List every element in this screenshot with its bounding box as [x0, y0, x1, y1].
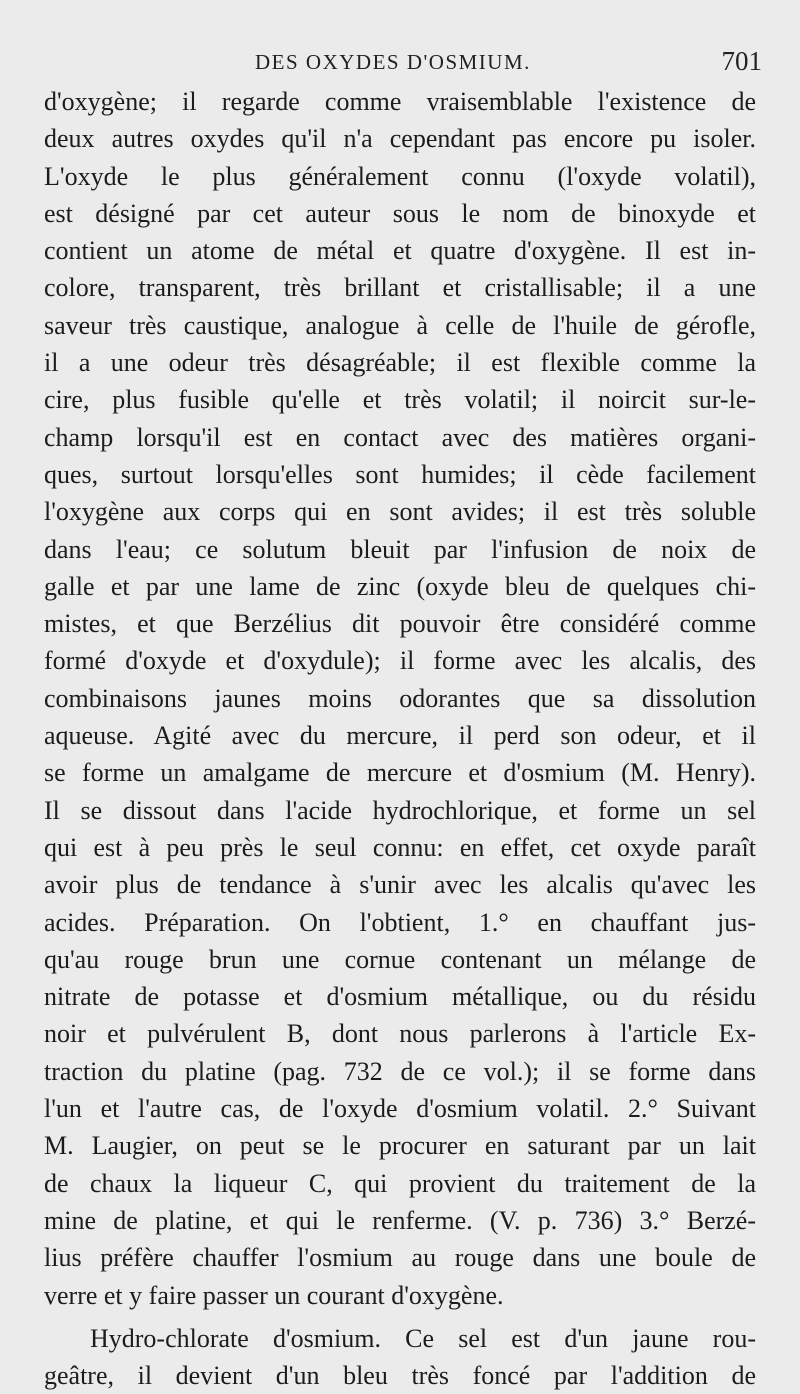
text-line: Hydro-chlorate d'osmium. Ce sel est d'un jaune rou-	[90, 1323, 756, 1353]
text-line: Il se dissout dans l'acide hydrochlorique, et forme un sel	[44, 795, 756, 825]
body-text	[44, 83, 756, 1394]
text-line: lius préfère chauffer l'osmium au rouge dans une boule de	[44, 1243, 756, 1273]
text-line: d'oxygène; il regarde comme vraisemblable l'existence de	[44, 87, 756, 116]
page-number: 701	[721, 46, 762, 76]
text-line: qui est à peu près le seul connu: en effet, cet oxyde paraît	[44, 832, 756, 862]
text-line: M. Laugier, on peut se le procurer en saturant par un lait	[44, 1131, 756, 1161]
text-line: traction du platine (pag. 732 de ce vol.); il se forme dans	[44, 1056, 756, 1086]
text-line: qu'au rouge brun une cornue contenant un mélange de	[44, 944, 756, 974]
text-line: L'oxyde le plus généralement connu (l'oxyde volatil),	[44, 161, 756, 191]
text-line: se forme un amalgame de mercure et d'osmium (M. Henry).	[44, 758, 756, 788]
text-line: l'oxygène aux corps qui en sont avides; il est très soluble	[44, 497, 756, 527]
text-line: geâtre, il devient d'un bleu très foncé par l'addition de	[44, 1361, 756, 1391]
text-line: ques, surtout lorsqu'elles sont humides; il cède facilement	[44, 459, 756, 489]
text-line: mine de platine, et qui le renferme. (V. p. 736) 3.° Berzé-	[44, 1205, 756, 1235]
text-line: verre et y faire passer un courant d'oxygène.	[44, 1280, 504, 1310]
text-line: noir et pulvérulent B, dont nous parlerons à l'article Ex-	[44, 1019, 756, 1049]
running-head-title: DES OXYDES D'OSMIUM.	[255, 50, 531, 74]
text-line: avoir plus de tendance à s'unir avec les alcalis qu'avec les	[44, 870, 756, 900]
text-line: nitrate de potasse et d'osmium métallique, ou du résidu	[44, 982, 756, 1012]
text-line: colore, transparent, très brillant et cristallisable; il a une	[44, 273, 756, 303]
running-head	[40, 46, 762, 86]
text-line: contient un atome de métal et quatre d'oxygène. Il est in-	[44, 236, 756, 266]
text-line: saveur très caustique, analogue à celle de l'huile de gérofle,	[44, 310, 756, 340]
text-line: combinaisons jaunes moins odorantes que sa dissolution	[44, 683, 756, 713]
text-line: il a une odeur très désagréable; il est flexible comme la	[44, 348, 756, 378]
text-line: formé d'oxyde et d'oxydule); il forme avec les alcalis, des	[44, 646, 756, 676]
text-line: aqueuse. Agité avec du mercure, il perd son odeur, et il	[44, 721, 756, 751]
text-line: galle et par une lame de zinc (oxyde bleu de quelques chi-	[44, 571, 756, 601]
text-line: deux autres oxydes qu'il n'a cependant pas encore pu isoler.	[44, 124, 756, 154]
text-line: acides. Préparation. On l'obtient, 1.° en chauffant jus-	[44, 907, 756, 937]
text-line: cire, plus fusible qu'elle et très volatil; il noircit sur-le-	[44, 385, 756, 415]
text-line: l'un et l'autre cas, de l'oxyde d'osmium volatil. 2.° Suivant	[44, 1094, 756, 1124]
text-line: champ lorsqu'il est en contact avec des matières organi-	[44, 422, 756, 452]
text-line: dans l'eau; ce solutum bleuit par l'infusion de noix de	[44, 534, 756, 564]
text-line: de chaux la liqueur C, qui provient du traitement de la	[44, 1168, 756, 1198]
text-line: mistes, et que Berzélius dit pouvoir être considéré comme	[44, 609, 756, 639]
text-line: est désigné par cet auteur sous le nom de binoxyde et	[44, 198, 756, 228]
